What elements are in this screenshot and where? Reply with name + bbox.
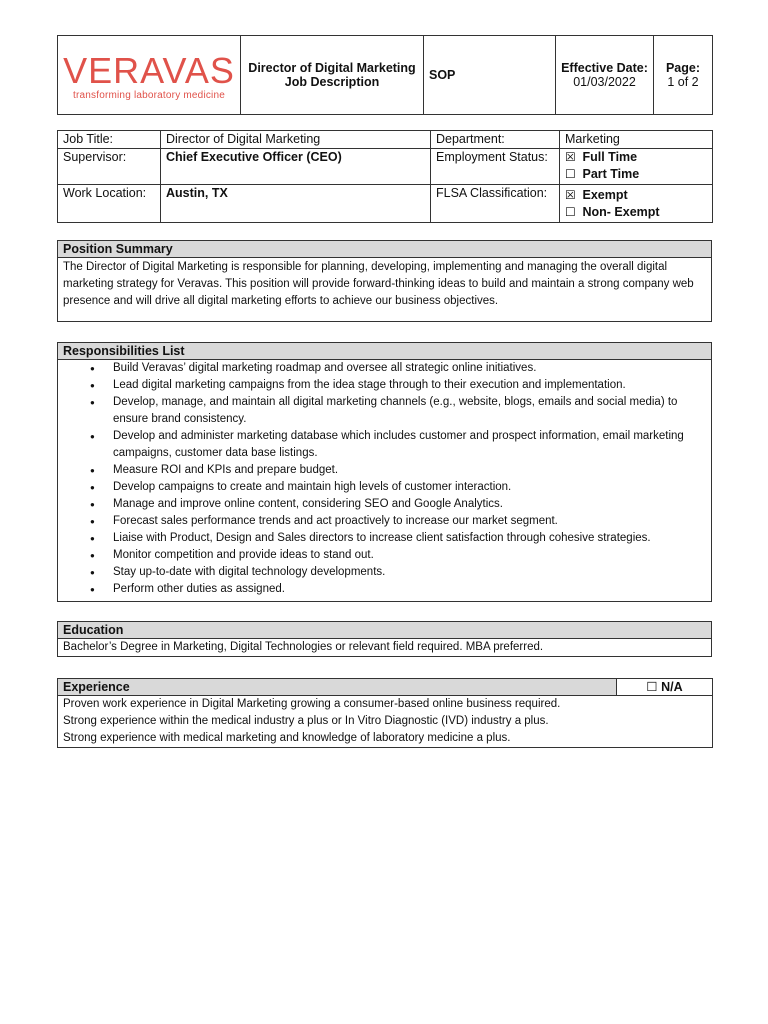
flsa-label: FLSA Classification: (431, 185, 560, 223)
department-value: Marketing (560, 131, 713, 149)
list-item: ● Measure ROI and KPIs and prepare budget. (113, 462, 706, 479)
logo-wordmark: VERAVAS (63, 50, 235, 91)
experience-na-checkbox[interactable]: ☐ N/A (617, 679, 713, 696)
responsibilities-heading: Responsibilities List (58, 343, 712, 360)
page-number: Page: 1 of 2 (654, 36, 713, 115)
employment-status-label: Employment Status: (431, 149, 560, 185)
non-exempt-checkbox[interactable]: ☐ (565, 205, 576, 219)
department-label: Department: (431, 131, 560, 149)
logo (58, 36, 241, 115)
list-item: ● Lead digital marketing campaigns from the idea stage through to their execution and implementation. (113, 377, 706, 394)
full-time-checkbox[interactable]: ☒ (565, 150, 576, 164)
job-title-value: Director of Digital Marketing (161, 131, 431, 149)
employment-status-options: ☒ Full Time ☐ Part Time (560, 149, 713, 185)
list-item: ● Develop campaigns to create and maintain high levels of customer interaction. (113, 479, 706, 496)
part-time-checkbox[interactable]: ☐ (565, 167, 576, 181)
header-table (57, 35, 713, 115)
supervisor-value: Chief Executive Officer (CEO) (161, 149, 431, 185)
education-section (57, 621, 712, 657)
position-summary-heading: Position Summary (58, 241, 712, 258)
list-item: ● Monitor competition and provide ideas to stand out. (113, 547, 706, 564)
experience-text (58, 696, 713, 748)
experience-section (57, 678, 713, 748)
list-item: ● Manage and improve online content, considering SEO and Google Analytics. (113, 496, 706, 513)
experience-heading: Experience (58, 679, 617, 696)
education-heading: Education (58, 622, 712, 639)
list-item: ● Stay up-to-date with digital technology developments. (113, 564, 706, 581)
position-summary-section (57, 240, 712, 322)
document-type: SOP (424, 36, 556, 115)
list-item: ● Build Veravas’ digital marketing roadmap and oversee all strategic online initiatives. (113, 360, 706, 377)
list-item: ● Liaise with Product, Design and Sales directors to increase client satisfaction through cohesive strategies. (113, 530, 706, 547)
experience-line: Proven work experience in Digital Marketing growing a consumer-based online business required. (63, 698, 561, 710)
document-title: Director of Digital Marketing Job Description (241, 36, 424, 115)
exempt-checkbox[interactable]: ☒ (565, 188, 576, 202)
work-location-label: Work Location: (58, 185, 161, 223)
list-item: ● Forecast sales performance trends and act proactively to increase our market segment. (113, 513, 706, 530)
list-item: ● Perform other duties as assigned. (113, 581, 706, 598)
effective-date: Effective Date: 01/03/2022 (556, 36, 654, 115)
job-info-table (57, 130, 713, 223)
list-item: ● Develop, manage, and maintain all digital marketing channels (e.g., website, blogs, emails and social media) to ensure brand consistency. (113, 394, 706, 428)
supervisor-label: Supervisor: (58, 149, 161, 185)
work-location-value: Austin, TX (161, 185, 431, 223)
experience-line: Strong experience within the medical industry a plus or In Vitro Diagnostic (IVD) industry a plus. (63, 715, 549, 727)
list-item: ● Develop and administer marketing database which includes customer and prospect information, email marketing campaigns, customer data base listings. (113, 428, 706, 462)
experience-line: Strong experience with medical marketing and knowledge of laboratory medicine a plus. (63, 732, 511, 744)
logo-tagline: transforming laboratory medicine (72, 90, 226, 101)
position-summary-text: The Director of Digital Marketing is responsible for planning, developing, implementing and managing the overall digital marketing strategy for Veravas. This position will provide forward-thinking ideas to build and maintain a strong company web presence and will drive all digital marketing efforts to achieve our business objectives. (58, 258, 712, 322)
job-title-label: Job Title: (58, 131, 161, 149)
responsibilities-list (63, 360, 706, 598)
education-text: Bachelor’s Degree in Marketing, Digital Technologies or relevant field required. MBA preferred. (58, 639, 712, 657)
responsibilities-section (57, 342, 712, 602)
flsa-options: ☒ Exempt ☐ Non- Exempt (560, 185, 713, 223)
